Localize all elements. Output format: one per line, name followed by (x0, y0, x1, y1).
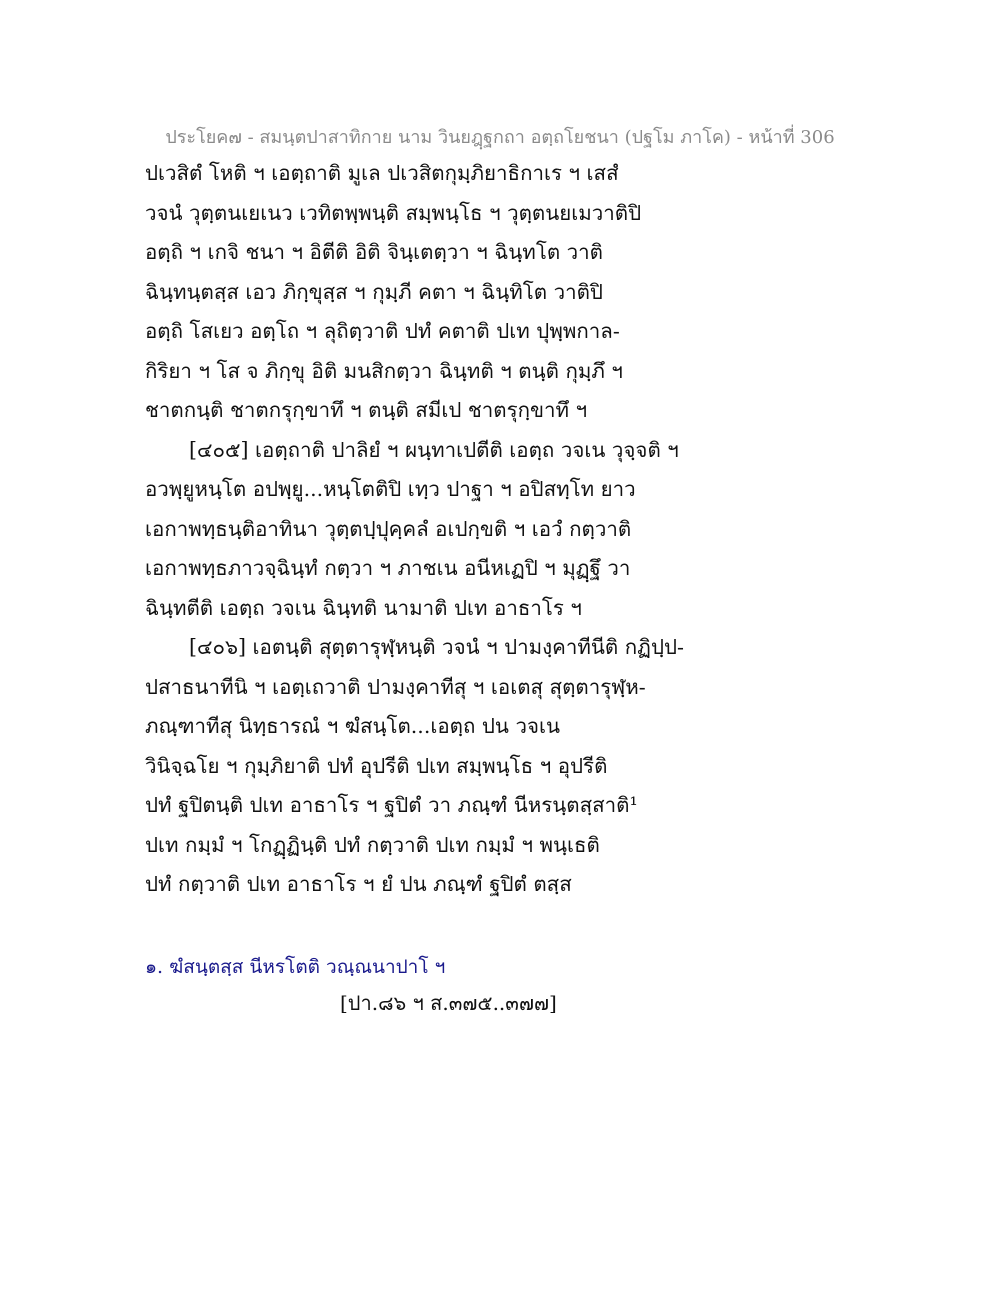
body-text (145, 157, 785, 908)
text-line: อวพฺยูหนฺโต อปพฺยู...หนฺโตติปิ เทฺว ปาฐา ฯ อปิสทฺโท ยาว (145, 477, 636, 501)
text-line: วจนํ วุตฺตนเยเนว เวทิตพฺพนฺติ สมฺพนฺโธ ฯ วุตฺตนยเมวาติปิ (145, 200, 642, 225)
text-line: ภณฺฑาทีสุ นิทฺธารณํ ฯ ฆํสนฺโต...เอตฺถ ปน วจเน (145, 714, 560, 738)
text-line: ปทํ ฐปิตนฺติ ปเท อาธาโร ฯ ฐปิตํ วา ภณฺฑํ นีหรนฺตสฺสาติ¹ (145, 793, 638, 817)
paragraph-405-start: [๔๐๕] เอตฺถาติ ปาลิยํ ฯ ผนฺทาเปตีติ เอตฺถ วจเน วุจฺจติ ฯ (189, 437, 679, 462)
page-reference: [ปา.๘๖ ฯ ส.๓๗๕..๓๗๗] (340, 991, 557, 1015)
text-line: ชาตกนฺติ ชาตกรุกฺขาทึ ฯ ตนฺติ สมีเป ชาตรุกฺขาทึ ฯ (145, 398, 588, 422)
text-line: ปเท กมฺมํ ฯ โกฏฺฏินฺติ ปทํ กตฺวาติ ปเท กมฺมํ ฯ พนฺเธติ (145, 832, 600, 857)
text-line: ฉินฺทนฺตสฺส เอว ภิกฺขุสฺส ฯ กุมฺภี คตา ฯ ฉินฺทิโต วาติปิ (145, 279, 603, 304)
text-line: วินิจฺฉโย ฯ กุมฺภิยาติ ปทํ อุปรีติ ปเท สมฺพนฺโธ ฯ อุปรีติ (145, 753, 608, 778)
text-line: เอกาพทฺธนฺติอาทินา วุตฺตปฺปุคฺคลํ อเปกฺขติ ฯ เอวํ กตฺวาติ (145, 516, 632, 541)
text-line: ปเวสิตํ โหติ ฯ เอตฺถาติ มูเล ปเวสิตกุมฺภิยาธิกาเร ฯ เสสํ (145, 161, 619, 185)
text-line: อตฺถิ ฯ เกจิ ชนา ฯ อิตีติ อิติ จินฺเตตฺวา ฯ ฉินฺทโต วาติ (145, 240, 603, 264)
text-line: ปทํ กตฺวาติ ปเท อาธาโร ฯ ยํ ปน ภณฺฑํ ฐปิตํ ตสฺส (145, 872, 572, 896)
text-line: ปสาธนาทีนิ ฯ เอตฺเถวาติ ปามงฺคาทีสุ ฯ เอเตสุ สุตฺตารุฬฺห- (145, 674, 646, 699)
page-header: ประโยค๗ - สมนฺตปาสาทิกาย นาม วินยฎฺฐกถา อตฺถโยชนา (ปฐโม ภาโค) - หน้าที่ 306 (165, 127, 835, 148)
text-line: กิริยา ฯ โส จ ภิกฺขุ อิติ มนสิกตฺวา ฉินฺทติ ฯ ตนฺติ กุมฺภึ ฯ (145, 358, 623, 383)
text-line: เอกาพทฺธภาวจฺฉินฺทํ กตฺวา ฯ ภาชเน อนีหเฏปิ ฯ มุฏฺฐึ วา (145, 556, 631, 580)
text-line: ฉินฺทตีติ เอตฺถ วจเน ฉินฺทติ นามาติ ปเท อาธาโร ฯ (145, 595, 582, 620)
paragraph-406-start: [๔๐๖] เอตนฺติ สุตฺตารุฬฺหนฺติ วจนํ ฯ ปามงฺคาทีนีติ กฏิปฺป- (189, 635, 684, 659)
text-line: อตฺถิ โสเยว อตฺโถ ฯ ลุถิตฺวาติ ปทํ คตาติ ปเท ปุพฺพกาล- (145, 319, 620, 343)
footnote: ๑. ฆํสนฺตสฺส นีหรโตติ วณฺณนาปาโ ฯ (145, 956, 446, 978)
